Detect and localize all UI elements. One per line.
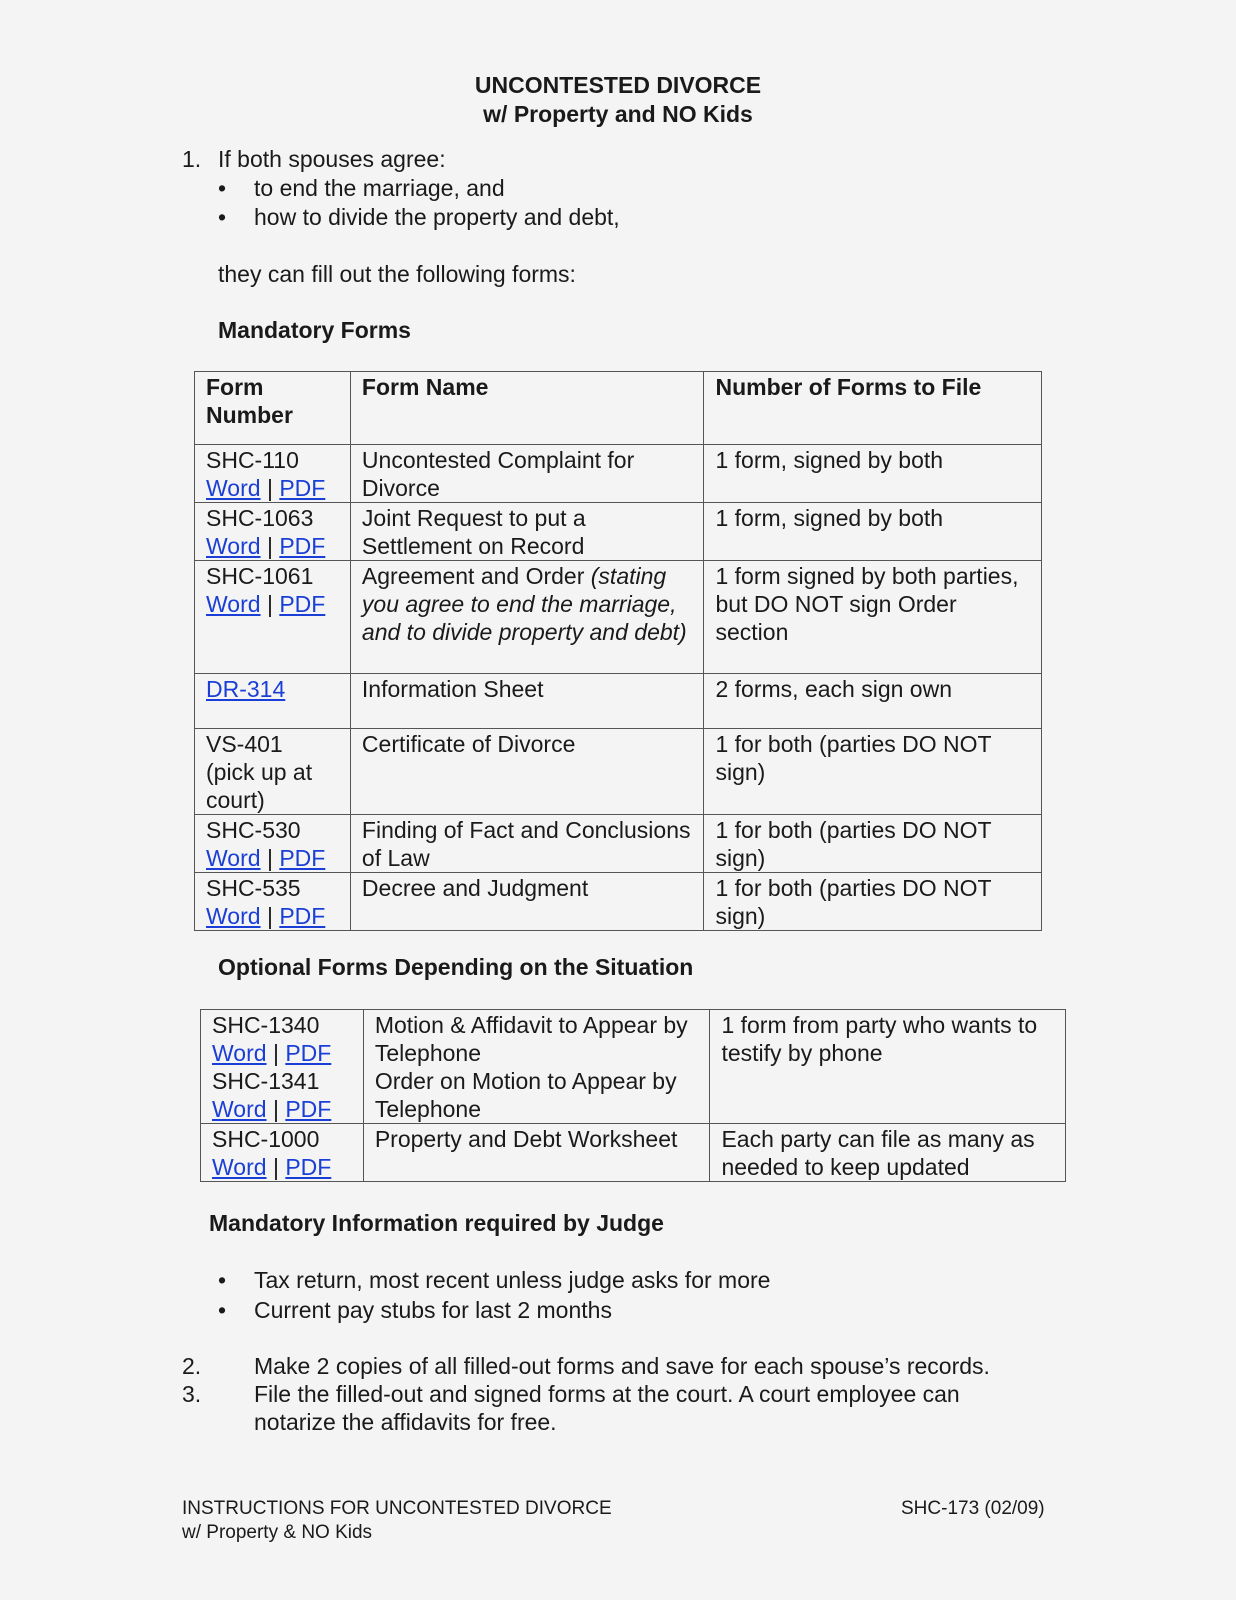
word-link[interactable]: Word	[212, 1040, 267, 1066]
word-link[interactable]: Word	[206, 475, 261, 501]
form-count: 1 form from party who wants to testify by phone	[721, 1012, 1038, 1066]
word-link[interactable]: Word	[206, 903, 261, 929]
step-1-text: If both spouses agree:	[218, 146, 446, 172]
word-link[interactable]: Word	[206, 591, 261, 617]
header-form-name: Form Name	[350, 372, 704, 445]
title-line-2: w/ Property and NO Kids	[483, 101, 753, 127]
mandatory-forms-heading: Mandatory Forms	[218, 317, 411, 343]
form-count-cell: 2 forms, each sign own	[704, 674, 1042, 729]
step-2-number: 2.	[182, 1353, 202, 1379]
form-code: VS-401	[206, 731, 283, 757]
table-row	[195, 729, 1042, 815]
form-name-cell: Property and Debt Worksheet	[363, 1124, 710, 1182]
form-name-note: (stating you agree to end the marriage, and to divide property and debt)	[361, 563, 687, 645]
table-header-row	[195, 372, 1042, 445]
header-form-number: Form Number	[195, 372, 351, 445]
judge-info-bullet-2: Current pay stubs for last 2 months	[254, 1297, 612, 1323]
bullet-item: •	[218, 204, 227, 230]
form-name: Agreement and Order	[361, 563, 585, 589]
form-code: SHC-530	[206, 817, 301, 843]
pdf-link[interactable]: PDF	[285, 1154, 332, 1180]
form-name-cell: Uncontested Complaint for Divorce	[350, 445, 704, 503]
judge-info-bullet-1: Tax return, most recent unless judge asks for more	[254, 1267, 771, 1293]
form-code: SHC-1061	[206, 563, 314, 589]
form-count-cell: Each party can file as many as needed to keep updated	[710, 1124, 1066, 1182]
form-code: SHC-535	[206, 875, 301, 901]
optional-forms-heading: Optional Forms Depending on the Situation	[218, 954, 694, 980]
step-1-followup: they can fill out the following forms:	[218, 261, 576, 287]
form-count-cell: 1 for both (parties DO NOT sign)	[704, 815, 1042, 873]
table-row	[195, 674, 1042, 729]
form-name-cell	[350, 561, 704, 674]
link-separator: |	[272, 1096, 279, 1122]
step-3-text-line-2: notarize the affidavits for free.	[254, 1409, 557, 1435]
judge-info-heading: Mandatory Information required by Judge	[209, 1210, 664, 1236]
form-number-cell	[201, 1010, 364, 1124]
form-count-cell: 1 form, signed by both	[704, 503, 1042, 561]
form-count-cell: 1 for both (parties DO NOT sign)	[704, 729, 1042, 815]
form-number-cell	[195, 561, 351, 674]
pdf-link[interactable]: PDF	[279, 475, 326, 501]
document-title	[0, 71, 1236, 129]
link-separator: |	[266, 903, 273, 929]
pdf-link[interactable]: PDF	[285, 1096, 332, 1122]
link-separator: |	[266, 533, 273, 559]
form-code: SHC-1340	[212, 1012, 320, 1038]
table-row	[195, 503, 1042, 561]
form-code: SHC-110	[206, 447, 299, 473]
form-count-cell: 1 for both (parties DO NOT sign)	[704, 873, 1042, 931]
step-1-number: 1.	[182, 146, 202, 172]
form-code: SHC-1000	[212, 1126, 320, 1152]
link-separator: |	[272, 1154, 279, 1180]
table-row	[201, 1124, 1066, 1182]
pdf-link[interactable]: PDF	[279, 591, 326, 617]
form-number-cell	[201, 1124, 364, 1182]
word-link[interactable]: Word	[212, 1096, 267, 1122]
footer-left-line-1: INSTRUCTIONS FOR UNCONTESTED DIVORCE	[182, 1498, 612, 1519]
header-number-to-file: Number of Forms to File	[704, 372, 1042, 445]
form-number-cell	[195, 503, 351, 561]
form-code: SHC-1063	[206, 505, 314, 531]
pdf-link[interactable]: PDF	[279, 903, 326, 929]
word-link[interactable]: Word	[206, 845, 261, 871]
form-name-cell: Decree and Judgment	[350, 873, 704, 931]
form-code-note: (pick up at court)	[206, 759, 313, 813]
step-1-bullet-2: how to divide the property and debt,	[254, 204, 620, 230]
form-count-cell	[710, 1010, 1066, 1124]
bullet-item: •	[218, 175, 227, 201]
link-separator: |	[266, 591, 273, 617]
form-name-cell: Certificate of Divorce	[350, 729, 704, 815]
form-number-cell	[195, 815, 351, 873]
footer-form-code: SHC-173 (02/09)	[901, 1498, 1045, 1519]
step-1-bullet-1: to end the marriage, and	[254, 175, 505, 201]
form-name: Motion & Affidavit to Appear by Telephone	[374, 1012, 688, 1066]
table-row	[201, 1010, 1066, 1124]
dr-314-link[interactable]: DR-314	[206, 676, 286, 702]
form-count-cell: 1 form, signed by both	[704, 445, 1042, 503]
link-separator: |	[272, 1040, 279, 1066]
footer-left-line-2: w/ Property & NO Kids	[182, 1522, 373, 1543]
form-name-cell: Finding of Fact and Conclusions of Law	[350, 815, 704, 873]
form-name-cell: Joint Request to put a Settlement on Record	[350, 503, 704, 561]
step-2-text: Make 2 copies of all filled-out forms and save for each spouse’s records.	[254, 1353, 990, 1379]
table-row	[195, 445, 1042, 503]
form-number-cell	[195, 445, 351, 503]
link-separator: |	[266, 845, 273, 871]
word-link[interactable]: Word	[206, 533, 261, 559]
step-3-text-line-1: File the filled-out and signed forms at the court. A court employee can	[254, 1381, 960, 1407]
table-row	[195, 873, 1042, 931]
form-name: Order on Motion to Appear by Telephone	[374, 1068, 677, 1122]
bullet-item: •	[218, 1267, 227, 1293]
link-separator: |	[266, 475, 273, 501]
title-line-1: UNCONTESTED DIVORCE	[474, 72, 762, 98]
form-number-cell	[195, 674, 351, 729]
bullet-item: •	[218, 1297, 227, 1323]
table-row	[195, 815, 1042, 873]
mandatory-forms-table	[194, 371, 1042, 931]
form-number-cell	[195, 873, 351, 931]
form-name-cell	[363, 1010, 710, 1124]
pdf-link[interactable]: PDF	[279, 845, 326, 871]
pdf-link[interactable]: PDF	[285, 1040, 332, 1066]
optional-forms-table	[200, 1009, 1066, 1182]
word-link[interactable]: Word	[212, 1154, 267, 1180]
form-number-cell	[195, 729, 351, 815]
step-3-number: 3.	[182, 1381, 202, 1407]
form-count-cell: 1 form signed by both parties, but DO NOT sign Order section	[704, 561, 1042, 674]
table-row	[195, 561, 1042, 674]
form-name-cell: Information Sheet	[350, 674, 704, 729]
pdf-link[interactable]: PDF	[279, 533, 326, 559]
form-code: SHC-1341	[212, 1068, 320, 1094]
